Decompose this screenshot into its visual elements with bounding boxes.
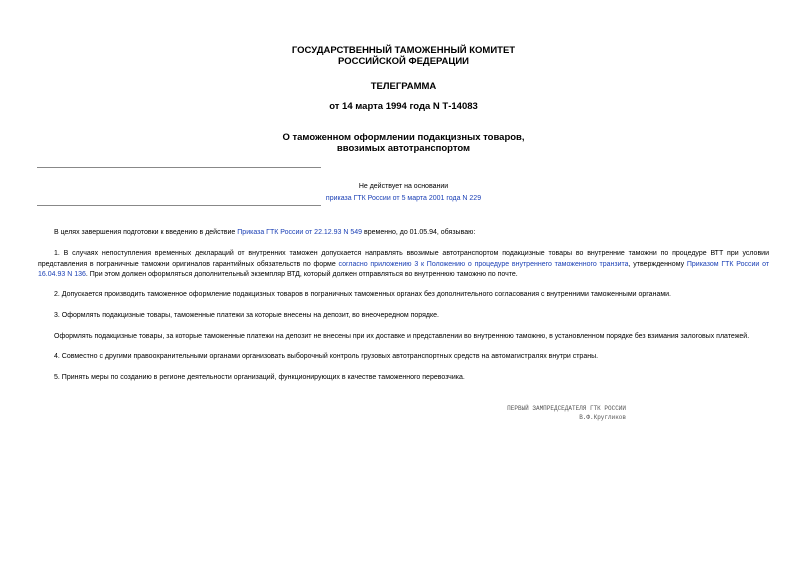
p1-text-1: 1. В случаях непоступления временных деклараций от внутренних таможен допускается направлять ввозимые автотранспортом подакцизные товары во внутренние таможни по процедуре ВТТ при условии представления в пограничные таможни оригиналов гарантийных обязательств по форме (38, 250, 769, 268)
title-line-2: ввозимых автотранспортом (336, 143, 471, 154)
paragraph-3b: Оформлять подакцизные товары, за которые таможенные платежи на депозит не внесены при их доставке и представлении во внутреннюю таможню, в установленном порядке без взимания залоговых платежей. (54, 333, 750, 340)
paragraph-5: 5. Принять меры по созданию в регионе деятельности организаций, функционирующих в качестве таможенного перевозчика. (54, 374, 465, 381)
doc-type: ТЕЛЕГРАММА (370, 81, 437, 92)
intro-text-before: В целях завершения подготовки к введению в действие (54, 229, 238, 236)
intro-link[interactable]: Приказа ГТК России от 22.12.93 N 549 (237, 229, 363, 236)
title-line-1: О таможенном оформлении подакцизных товаров, (282, 132, 525, 143)
doc-title (0, 132, 807, 154)
signature-block (420, 404, 626, 422)
paragraph-3: 3. Оформлять подакцизные товары, таможенные платежи за которые внесены на депозит, во внеочередном порядке. (54, 312, 439, 319)
paragraph-1 (38, 249, 769, 281)
paragraph-2: 2. Допускается производить таможенное оформление подакцизных товаров в пограничных таможенных органах без дополнительного согласования с внутренними таможенными органами. (54, 291, 672, 298)
status-text: Не действует на основании (358, 183, 449, 190)
org-line-1: ГОСУДАРСТВЕННЫЙ ТАМОЖЕННЫЙ КОМИТЕТ (291, 45, 516, 56)
signature-position: ПЕРВЫЙ ЗАМПРЕДСЕДАТЕЛЯ ГТК РОССИИ (507, 405, 626, 412)
signature-name: В.Ф.Кругликов (579, 414, 626, 421)
divider-top (37, 167, 321, 168)
status-link[interactable]: приказа ГТК России от 5 марта 2001 года N 229 (325, 195, 482, 202)
paragraph-4: 4. Совместно с другими правоохранительными органами организовать выборочный контроль грузовых автотранспортных средств на автомагистралях внутри страны. (54, 353, 599, 360)
status-note (0, 181, 807, 205)
p1-link-order[interactable]: Приказом ГТК России от 16.04.93 N 136 (38, 260, 770, 278)
p1-text-2: , утвержденному (628, 260, 687, 268)
doc-date-number: от 14 марта 1994 года N Т-14083 (329, 101, 478, 112)
divider-bottom (37, 205, 321, 206)
org-name (0, 45, 807, 67)
p1-text-3: . При этом должен оформляться дополнительный экземпляр ВТД, который должен отправляться во внутреннюю таможню по почте. (85, 271, 518, 278)
intro-paragraph (38, 228, 769, 239)
org-line-2: РОССИЙСКОЙ ФЕДЕРАЦИИ (337, 56, 469, 67)
p1-link-appendix[interactable]: согласно приложению 3 к Положению о процедуре внутреннего таможенного транзита (338, 260, 629, 268)
intro-text-after: временно, до 01.05.94, обязываю: (362, 229, 476, 236)
